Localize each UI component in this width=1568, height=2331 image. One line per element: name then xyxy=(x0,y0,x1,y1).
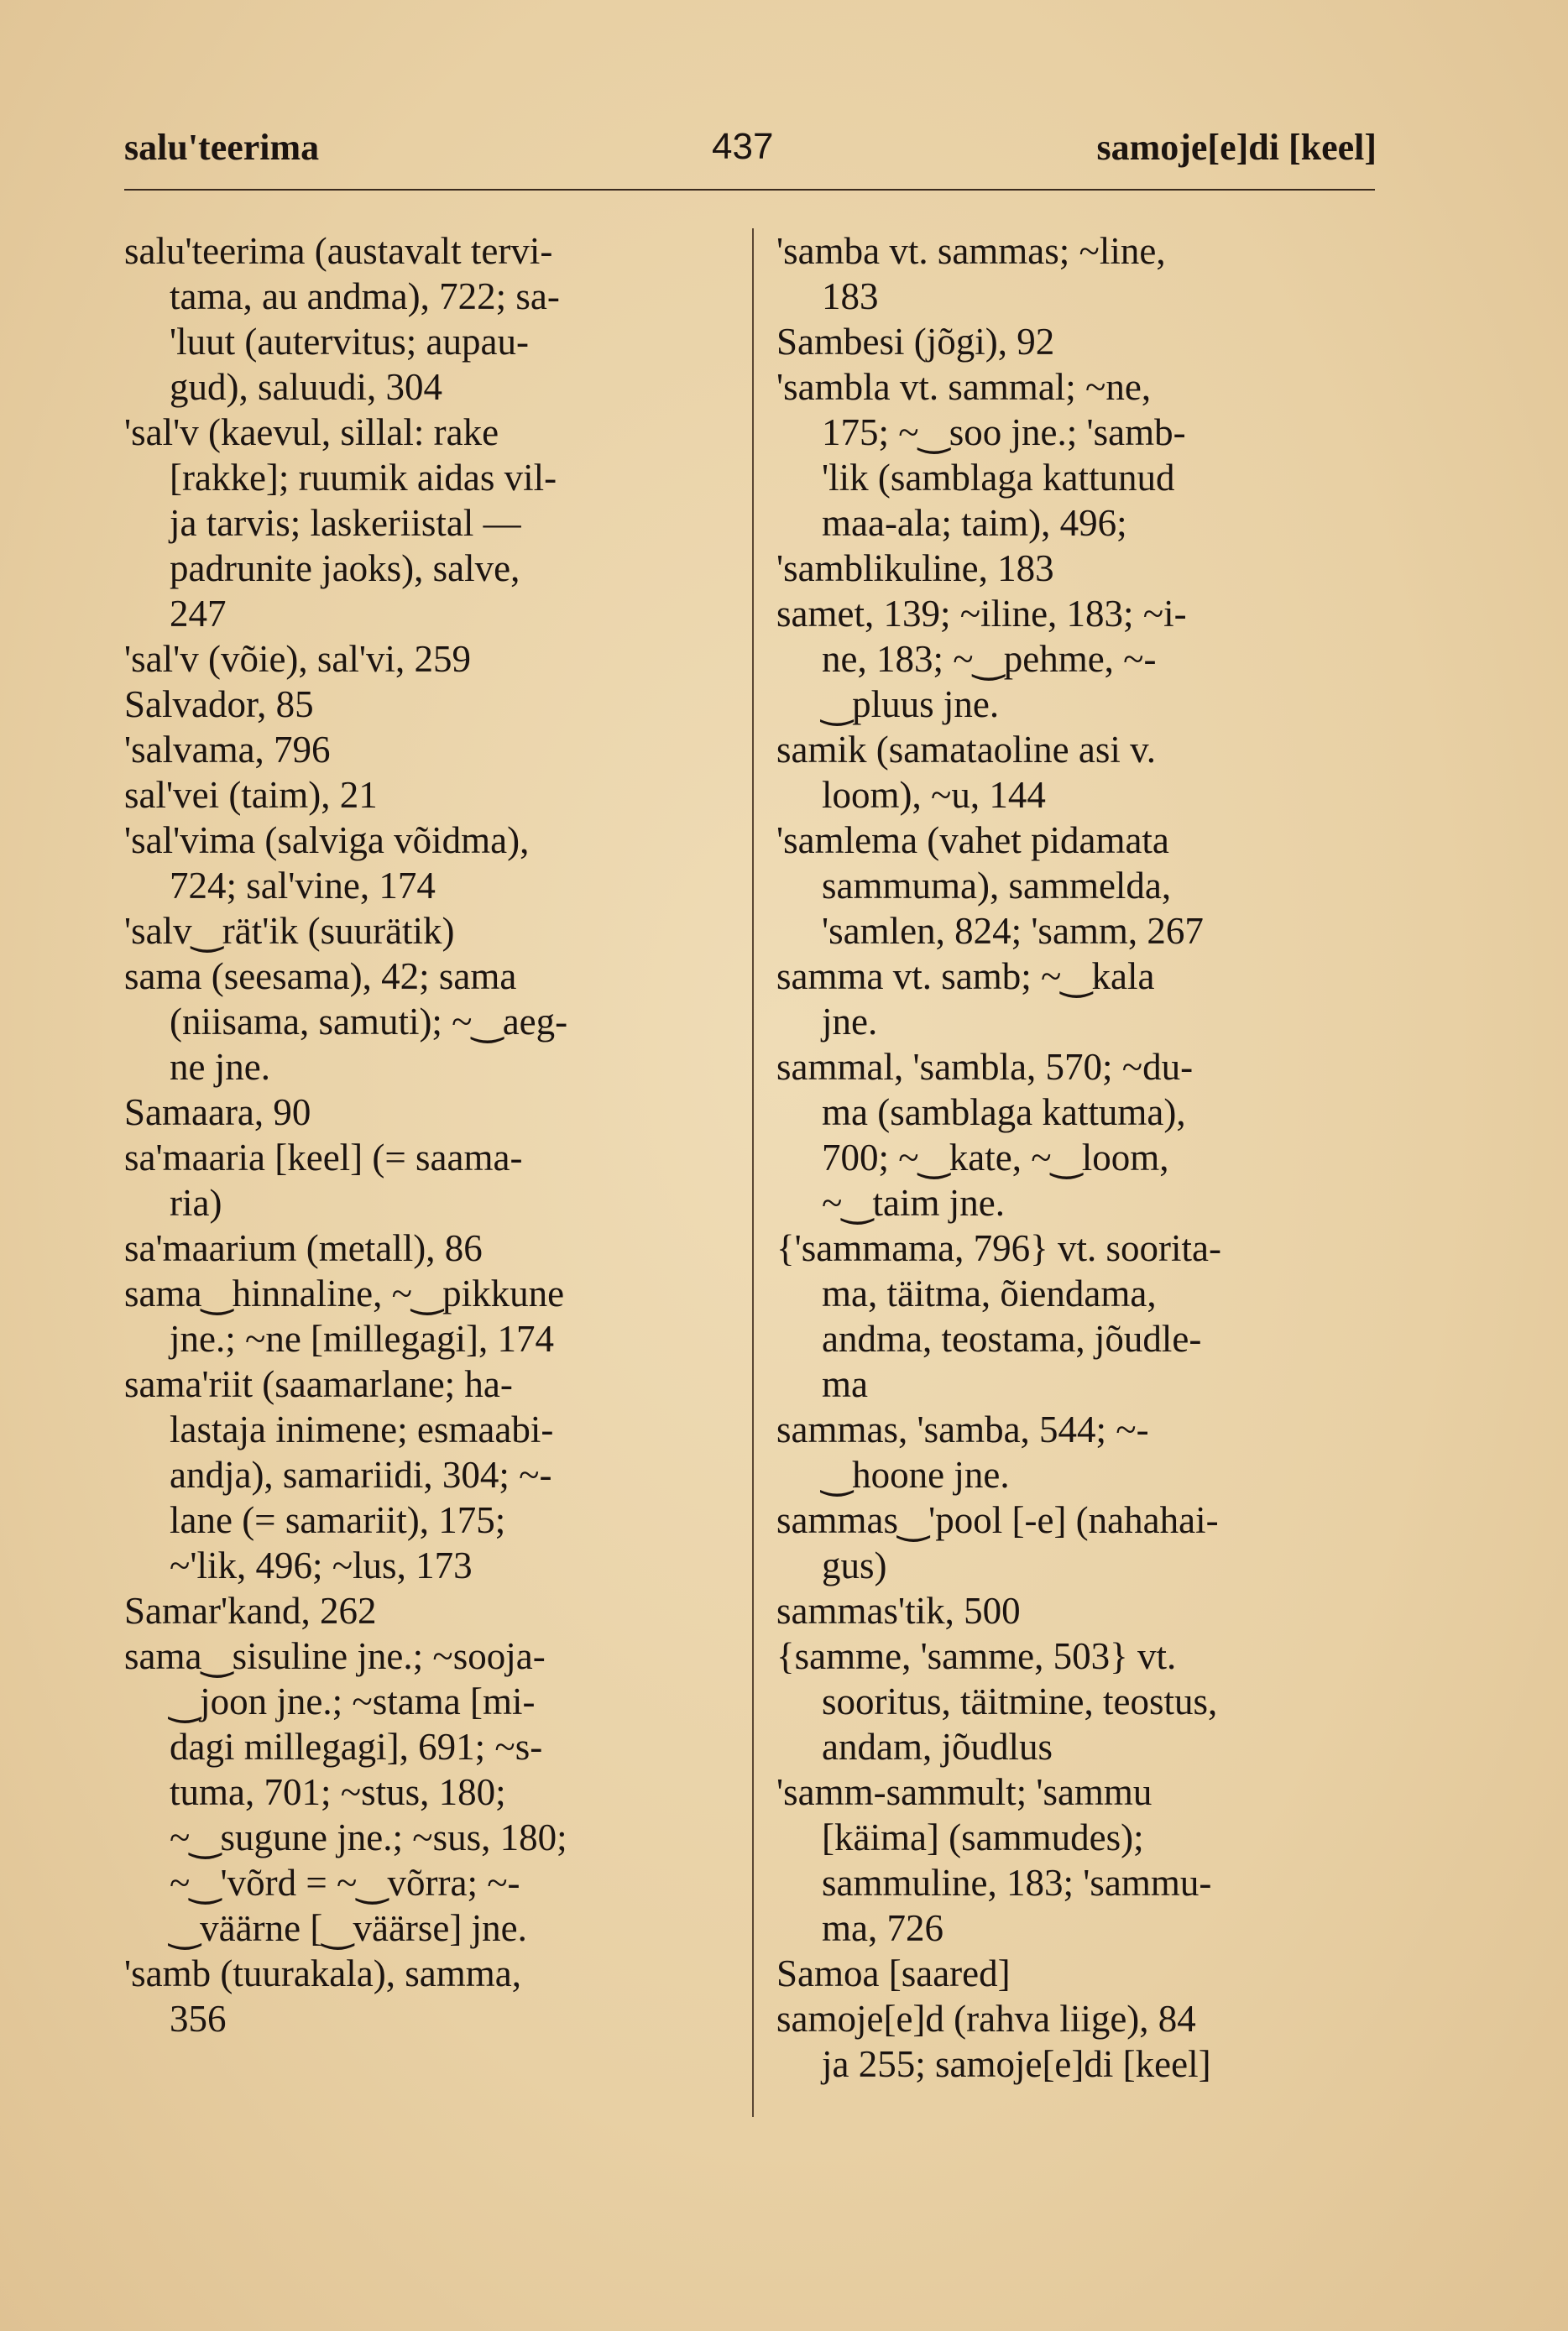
entry-line: Sambesi (jõgi), 92 xyxy=(776,321,1055,363)
entry-line: 356 xyxy=(170,1998,227,2040)
entry-line: sammas'tik, 500 xyxy=(776,1590,1021,1632)
entry-line: 'salv‿rät'ik (suurätik) xyxy=(124,910,455,952)
dictionary-entry xyxy=(776,319,1377,364)
entry-line: ma xyxy=(822,1363,868,1405)
dictionary-entry xyxy=(124,1361,724,1588)
entry-line: samma vt. samb; ~‿kala xyxy=(776,955,1155,997)
dictionary-entry xyxy=(124,636,724,682)
entry-line: {'sammama, 796} vt. soorita- xyxy=(776,1227,1221,1269)
entry-line: sal'vei (taim), 21 xyxy=(124,774,378,816)
dictionary-entry xyxy=(124,1951,724,2041)
dictionary-entry xyxy=(124,682,724,727)
page-header xyxy=(124,126,1377,176)
entry-line: lane (= samariit), 175; xyxy=(170,1499,506,1541)
entry-line: ~‿sugune jne.; ~sus, 180; xyxy=(170,1816,567,1858)
entry-line: 'samlema (vahet pidamata xyxy=(776,819,1169,861)
entry-line: sa'maaria [keel] (= saama- xyxy=(124,1137,523,1179)
dictionary-entry xyxy=(776,591,1377,727)
entry-line: Samoa [saared] xyxy=(776,1952,1011,1994)
dictionary-entry xyxy=(776,1588,1377,1633)
dictionary-entry xyxy=(124,772,724,818)
dictionary-entry xyxy=(124,908,724,954)
entry-line: 724; sal'vine, 174 xyxy=(170,865,436,907)
right-guideword: samoje[e]di [keel] xyxy=(1096,127,1377,168)
dictionary-entry xyxy=(776,1044,1377,1226)
entry-line: 'sal'vima (salviga võidma), xyxy=(124,819,530,861)
entry-line: 'lik (samblaga kattunud xyxy=(822,457,1175,499)
entry-line: ‿joon jne.; ~stama [mi- xyxy=(170,1680,536,1722)
entry-line: ne, 183; ~‿pehme, ~- xyxy=(822,638,1157,680)
entry-line: 'samblikuline, 183 xyxy=(776,547,1054,589)
entry-line: 247 xyxy=(170,593,227,635)
left-column xyxy=(124,228,724,2041)
entry-line: sa'maarium (metall), 86 xyxy=(124,1227,483,1269)
entry-line: tuma, 701; ~stus, 180; xyxy=(170,1771,506,1813)
entry-line: 175; ~‿soo jne.; 'samb- xyxy=(822,411,1186,453)
entry-line: sama'riit (saamarlane; ha- xyxy=(124,1363,513,1405)
dictionary-entry xyxy=(124,818,724,908)
entry-line: ma, täitma, õiendama, xyxy=(822,1273,1157,1314)
dictionary-entry xyxy=(776,727,1377,818)
entry-line: 'luut (autervitus; aupau- xyxy=(170,321,529,363)
entry-line: [rakke]; ruumik aidas vil- xyxy=(170,457,557,499)
dictionary-entry xyxy=(776,1226,1377,1407)
dictionary-entry xyxy=(776,228,1377,319)
dictionary-entry xyxy=(124,410,724,636)
entry-line: jne. xyxy=(822,1001,878,1043)
entry-line: Samar'kand, 262 xyxy=(124,1590,377,1632)
entry-line: sama (seesama), 42; sama xyxy=(124,955,517,997)
entry-line: andja), samariidi, 304; ~- xyxy=(170,1454,552,1496)
entry-line: {samme, 'samme, 503} vt. xyxy=(776,1635,1177,1677)
dictionary-entry xyxy=(776,1407,1377,1497)
entry-line: ne jne. xyxy=(170,1046,270,1088)
dictionary-entry xyxy=(776,818,1377,954)
dictionary-entry xyxy=(124,228,724,410)
entry-line: ~‿'võrd = ~‿võrra; ~- xyxy=(170,1862,520,1904)
dictionary-entry xyxy=(124,1226,724,1271)
entry-line: jne.; ~ne [millegagi], 174 xyxy=(170,1318,554,1360)
page-number: 437 xyxy=(712,126,774,167)
entry-line: 'sal'v (kaevul, sillal: rake xyxy=(124,411,499,453)
entry-line: 'samba vt. sammas; ~line, xyxy=(776,230,1166,272)
entry-line: 'samm-sammult; 'sammu xyxy=(776,1771,1152,1813)
dictionary-entry xyxy=(124,1633,724,1951)
dictionary-entry xyxy=(776,1996,1377,2087)
entry-line: gus) xyxy=(822,1544,887,1586)
dictionary-entry xyxy=(776,546,1377,591)
column-divider xyxy=(752,228,754,2117)
dictionary-entry xyxy=(124,1271,724,1361)
entry-line: padrunite jaoks), salve, xyxy=(170,547,520,589)
entry-line: andma, teostama, jõudle- xyxy=(822,1318,1202,1360)
entry-line: 'sambla vt. sammal; ~ne, xyxy=(776,366,1152,408)
entry-line: sammal, 'sambla, 570; ~du- xyxy=(776,1046,1194,1088)
entry-line: sama‿hinnaline, ~‿pikkune xyxy=(124,1273,565,1314)
entry-line: samik (samataoline asi v. xyxy=(776,729,1156,771)
entry-line: ‿väärne [‿väärse] jne. xyxy=(170,1907,527,1949)
dictionary-entry xyxy=(776,364,1377,546)
dictionary-entry xyxy=(124,1135,724,1226)
entry-line: andam, jõudlus xyxy=(822,1726,1053,1768)
entry-line: ria) xyxy=(170,1182,222,1224)
entry-line: ma, 726 xyxy=(822,1907,943,1949)
entry-line: [käima] (sammudes); xyxy=(822,1816,1144,1858)
entry-line: ja tarvis; laskeriistal — xyxy=(170,502,521,544)
right-column xyxy=(776,228,1377,2087)
entry-line: maa-ala; taim), 496; xyxy=(822,502,1127,544)
entry-line: sammuma), sammelda, xyxy=(822,865,1172,907)
entry-line: 'salvama, 796 xyxy=(124,729,331,771)
entry-line: lastaja inimene; esmaabi- xyxy=(170,1409,554,1450)
entry-line: samoje[e]d (rahva liige), 84 xyxy=(776,1998,1196,2040)
entry-line: (niisama, samuti); ~‿aeg- xyxy=(170,1001,568,1043)
dictionary-entry xyxy=(124,1588,724,1633)
entry-line: sama‿sisuline jne.; ~sooja- xyxy=(124,1635,546,1677)
entry-line: 'sal'v (võie), sal'vi, 259 xyxy=(124,638,471,680)
entry-line: 700; ~‿kate, ~‿loom, xyxy=(822,1137,1169,1179)
entry-line: sooritus, täitmine, teostus, xyxy=(822,1680,1218,1722)
entry-line: sammuline, 183; 'sammu- xyxy=(822,1862,1212,1904)
dictionary-entry xyxy=(776,1497,1377,1588)
entry-line: Salvador, 85 xyxy=(124,683,314,725)
entry-line: ‿pluus jne. xyxy=(822,683,1000,725)
entry-line: 183 xyxy=(822,275,879,317)
entry-line: sammas, 'samba, 544; ~- xyxy=(776,1409,1149,1450)
entry-line: ma (samblaga kattuma), xyxy=(822,1091,1186,1133)
entry-line: Samaara, 90 xyxy=(124,1091,311,1133)
entry-line: salu'teerima (austavalt tervi- xyxy=(124,230,553,272)
entry-line: dagi millegagi], 691; ~s- xyxy=(170,1726,543,1768)
entry-line: 'samb (tuurakala), samma, xyxy=(124,1952,521,1994)
entry-line: gud), saluudi, 304 xyxy=(170,366,442,408)
header-rule xyxy=(124,189,1375,191)
left-guideword: salu'teerima xyxy=(124,127,320,168)
dictionary-entry xyxy=(124,1090,724,1135)
dictionary-entry xyxy=(776,954,1377,1044)
dictionary-entry xyxy=(124,954,724,1090)
dictionary-entry xyxy=(776,1951,1377,1996)
entry-line: loom), ~u, 144 xyxy=(822,774,1046,816)
dictionary-entry xyxy=(776,1633,1377,1769)
entry-line: ja 255; samoje[e]di [keel] xyxy=(822,2043,1211,2085)
entry-line: sammas‿'pool [-e] (nahahai- xyxy=(776,1499,1219,1541)
entry-line: tama, au andma), 722; sa- xyxy=(170,275,560,317)
entry-line: ~‿taim jne. xyxy=(822,1182,1005,1224)
dictionary-entry xyxy=(776,1769,1377,1951)
entry-line: 'samlen, 824; 'samm, 267 xyxy=(822,910,1204,952)
dictionary-entry xyxy=(124,727,724,772)
entry-line: samet, 139; ~iline, 183; ~i- xyxy=(776,593,1187,635)
entry-line: ‿hoone jne. xyxy=(822,1454,1010,1496)
entry-line: ~'lik, 496; ~lus, 173 xyxy=(170,1544,473,1586)
